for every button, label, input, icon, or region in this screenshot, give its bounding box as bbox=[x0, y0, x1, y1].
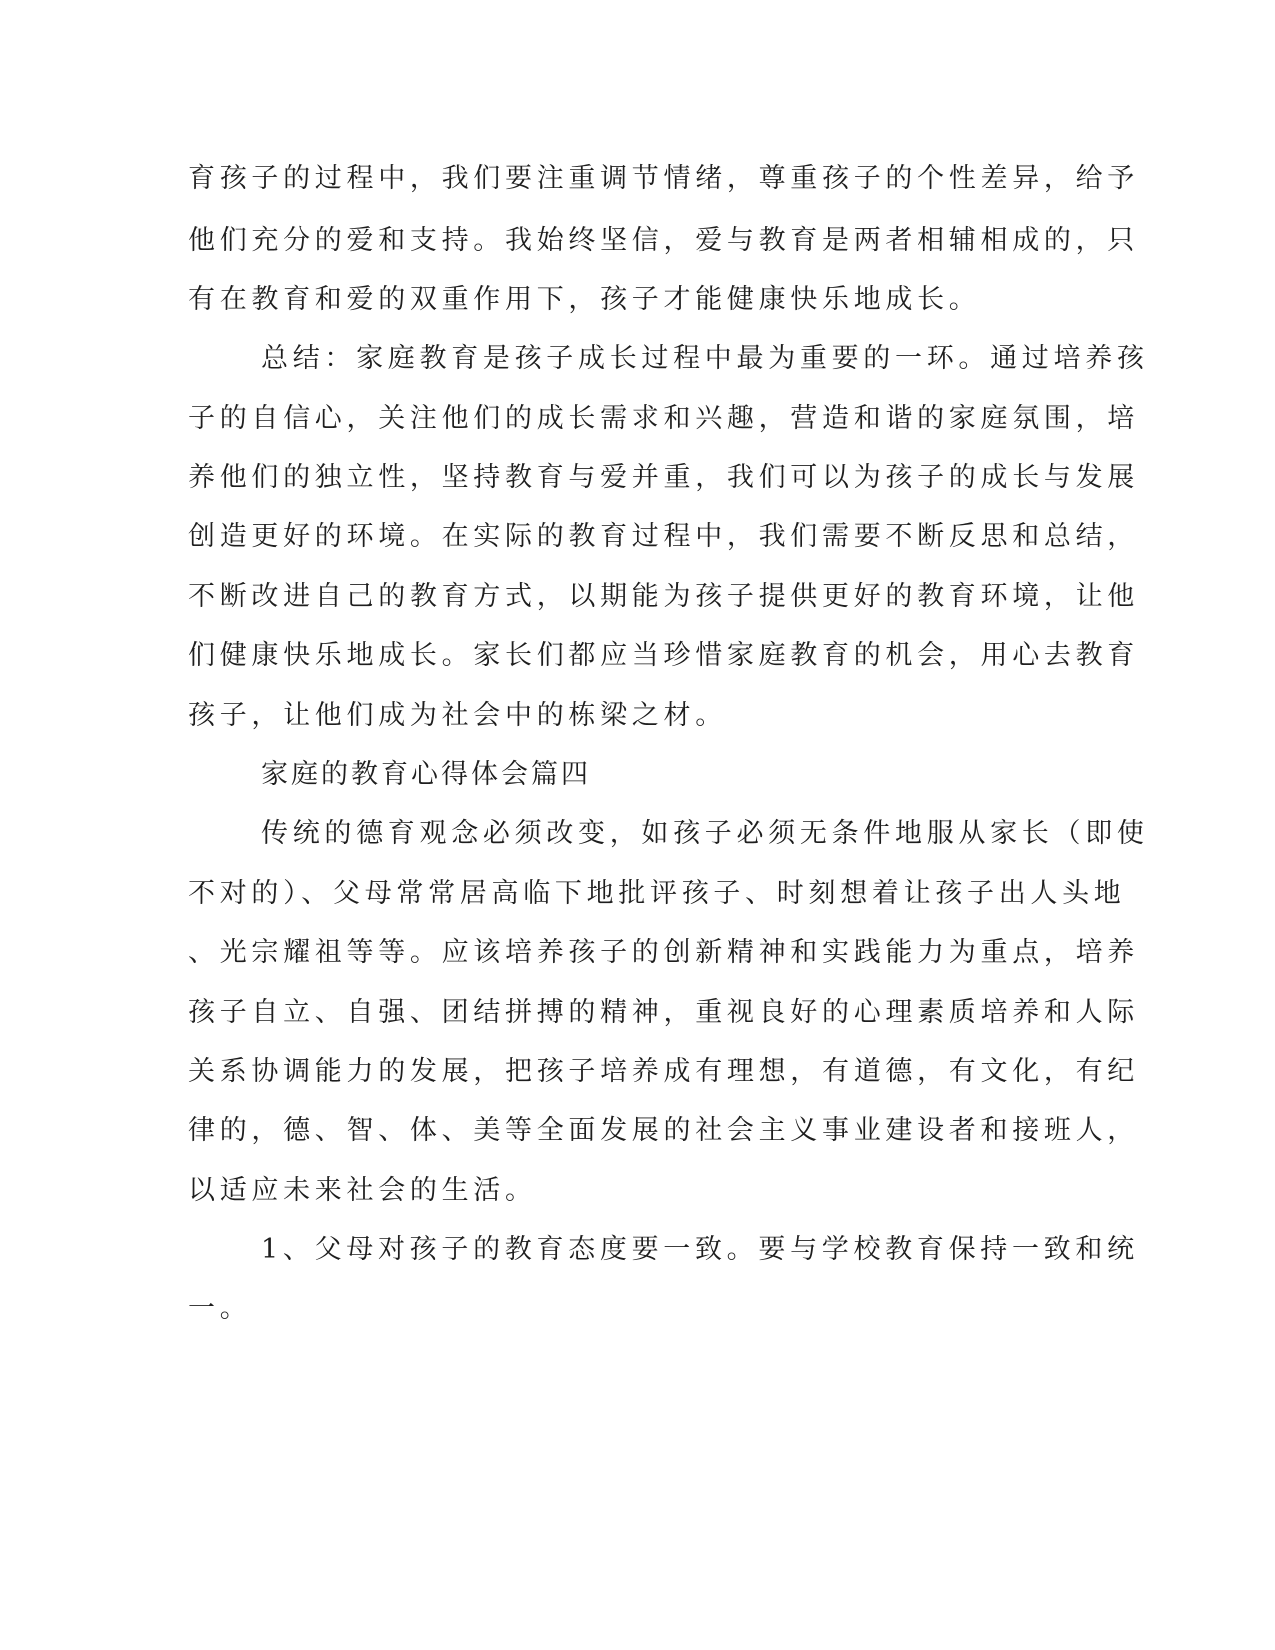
section-heading: 家庭的教育心得体会篇四 bbox=[261, 759, 591, 790]
body-text-line: 创造更好的环境。在实际的教育过程中，我们需要不断反思和总结， bbox=[188, 521, 1139, 552]
body-text-line: 有在教育和爱的双重作用下，孩子才能健康快乐地成长。 bbox=[188, 284, 981, 315]
body-text-line: 不对的）、父母常常居高临下地批评孩子、时刻想着让孩子出人头地 bbox=[188, 878, 1126, 909]
body-text-line: 不断改进自己的教育方式，以期能为孩子提供更好的教育环境，让他 bbox=[188, 581, 1139, 612]
body-text-line: 律的，德、智、体、美等全面发展的社会主义事业建设者和接班人， bbox=[188, 1115, 1139, 1146]
summary-paragraph-first-line: 总结：家庭教育是孩子成长过程中最为重要的一环。通过培养孩 bbox=[261, 343, 1149, 374]
body-text-line: 子的自信心，关注他们的成长需求和兴趣，营造和谐的家庭氛围，培 bbox=[188, 403, 1139, 434]
body-text-line: 们健康快乐地成长。家长们都应当珍惜家庭教育的机会，用心去教育 bbox=[188, 640, 1139, 671]
body-text-line: 孩子，让他们成为社会中的栋梁之材。 bbox=[188, 700, 727, 731]
body-text-line: 养他们的独立性，坚持教育与爱并重，我们可以为孩子的成长与发展 bbox=[188, 462, 1139, 493]
body-text-line: 一。 bbox=[188, 1293, 252, 1324]
body-text-line: 孩子自立、自强、团结拼搏的精神，重视良好的心理素质培养和人际 bbox=[188, 997, 1139, 1028]
body-text-line: 他们充分的爱和支持。我始终坚信，爱与教育是两者相辅相成的，只 bbox=[188, 225, 1139, 256]
numbered-point-first-line: 1、父母对孩子的教育态度要一致。要与学校教育保持一致和统 bbox=[261, 1234, 1139, 1265]
paragraph-first-line: 传统的德育观念必须改变，如孩子必须无条件地服从家长（即使 bbox=[261, 818, 1149, 849]
body-text-line: 以适应未来社会的生活。 bbox=[188, 1175, 537, 1206]
body-text-line: 、光宗耀祖等等。应该培养孩子的创新精神和实践能力为重点，培养 bbox=[188, 937, 1139, 968]
body-text-line: 育孩子的过程中，我们要注重调节情绪，尊重孩子的个性差异，给予 bbox=[188, 163, 1139, 194]
body-text-line: 关系协调能力的发展，把孩子培养成有理想，有道德，有文化，有纪 bbox=[188, 1056, 1139, 1087]
